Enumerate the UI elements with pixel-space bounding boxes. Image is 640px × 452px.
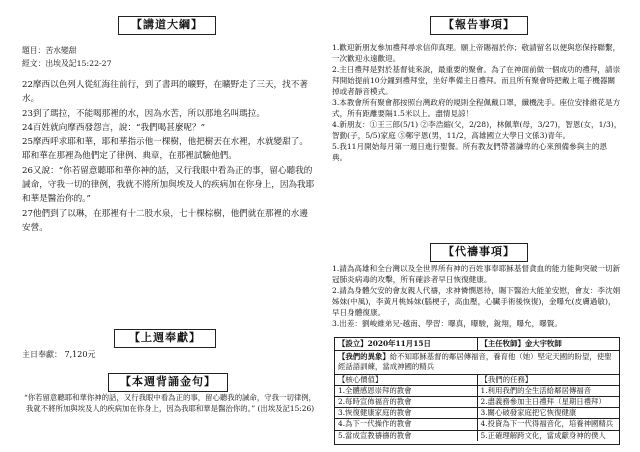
verse-26: 26又說：“你若留意聽耶和華你神的話，又行我眼中看為正的事，留心聽我的誡命，守我一切的律例，我就不將所加與埃及人的疾病加在你身上，因為我耶和華是醫治你的。” xyxy=(22,165,315,205)
verse-25: 25摩西呼求耶和華，耶和華指示他一棵樹，他把樹丟在水裡，水就變甜了。 耶和華在那裡為他們定了律例、典章，在那裡試驗他們。 xyxy=(22,137,308,162)
missions-label: 【我們的任務】 xyxy=(480,374,533,384)
core-values xyxy=(335,375,478,441)
prayer-list xyxy=(332,263,622,329)
notice-item: 3.本教會所有聚會都按照台灣政府的規則全程佩戴口罩，纖機洗手。座位安排維花是方式，所有距離要隔1.5米以上。盡情見諒！ xyxy=(332,98,621,118)
offering-heading: 【上週奉獻】 xyxy=(114,329,216,348)
sermon-topic: 題目：苦水變甜 xyxy=(22,46,77,55)
value-item: 3.恢復健康家庭的教會 xyxy=(335,407,477,418)
prayer-item: 3.出差：劉峻維弟兄-越南、學習：曝真，曝駿，銳翔，曝允，曝賢。 xyxy=(332,319,563,328)
mission-item: 1.利用我們的全生活給鄰居傳福音 xyxy=(478,385,620,396)
prayer-item: 2.請為身體欠安的會友親人代禱，求神憐憫恩待，賜下醫治大能並安慰，會友：李沈娟姊妹(中風)，李黃月桃姊妹(腦梗子，高血壓，心臟手術後恢復)，金曝允(皮膚過敏)，早日身體復康。 xyxy=(332,286,621,317)
verse-23: 23到了瑪拉，不能喝那裡的水，因為水苦，所以那地名叫瑪拉。 xyxy=(22,108,265,119)
verse-24: 24百姓就向摩西發怨言，說：“我們喝甚麼呢？” xyxy=(22,122,206,133)
mission-item: 2.盡義務參加主日禮拜（星期日禮拜） xyxy=(478,396,620,407)
scripture-verses xyxy=(22,78,316,235)
offering-line: 主日奉獻： 7,120元 xyxy=(22,350,96,359)
church-info-row xyxy=(335,338,619,351)
value-item: 4.為下一代操作的教會 xyxy=(335,418,477,429)
church-pastor: 【主任牧師】金大宇牧師 xyxy=(480,339,562,348)
verse-22: 22摩西以色列人從紅海往前行，到了書珥的曠野，在曠野走了三天，找不著水。 xyxy=(22,80,308,105)
core-values-label: 【核心價值】 xyxy=(338,374,383,384)
church-vision xyxy=(335,351,619,373)
verse-27: 27他們到了以琳，在那裡有十二股水泉，七十棵棕樹，他們就在那裡的水邊安營。 xyxy=(22,208,308,233)
mission-item: 4.投資為下一代得福音化，培養神國精兵 xyxy=(478,418,620,429)
church-vision-row xyxy=(335,351,619,374)
notices-list xyxy=(332,42,622,163)
notice-item: 5.我11月開始每月第一週日進行聖餐。所有教友們帶著謙卑的心來預備參與主的恩典。 xyxy=(332,142,608,162)
vision-text: 給不知耶穌基督的鄰居傳福音，養育他（她）堅定天國的盼望，使聖經話語訓練，當成神國的精兵 xyxy=(338,352,612,372)
value-item: 5.當成宣教禱禱的教會 xyxy=(335,430,477,441)
our-missions xyxy=(478,375,620,441)
sermon-heading: 【講道大綱】 xyxy=(118,16,216,35)
mission-item: 3.關心破發家庭把它恢復健康 xyxy=(478,407,620,418)
mission-item: 5.正確理解跨文化，當成獻身神的僕人 xyxy=(478,430,620,441)
church-founded: 【設立】2020年11月15日 xyxy=(335,338,478,350)
sermon-scripture: 經文：出埃及記15:22-27 xyxy=(22,59,112,68)
memory-verse-text: “你若留意聽耶和華你神的話，又行我眼中看為正的事，留心聽我的誡命，守我一切律例，我就不將所加與埃及人的疾病加在你身上，因為我耶和華是醫治你的。” (出埃及記15:26) xyxy=(23,393,317,413)
memory-verse-heading: 【本週背誦金句】 xyxy=(108,373,228,392)
notice-item: 4.新朋友：①王三郎(5/1) ②李浩縮(父，2/28)，林佩華(母，3/27)，智恩(女，1/3)，智勤(子，5/5)家庭 ⑤鄭宇恩(男，11/2，高雄國立大學日文係3)青年。 xyxy=(332,120,622,140)
value-item: 1.全體感恩崇拜的教會 xyxy=(335,385,477,396)
vision-label: 【我們的異象】 xyxy=(338,352,390,362)
sermon-meta xyxy=(22,44,318,70)
notice-item: 1.歡迎新朋友參加禮拜尋求信仰真理。願上帝賜福於你；敬請留名以便與您保持聯繫，一次歡迎永遠歡迎。 xyxy=(332,43,621,63)
value-item: 2.每時宣佈福音的教會 xyxy=(335,396,477,407)
notice-item: 2.主日禮拜是對於基督徒來說，最重要的聚會。為了在神面前做一個成功的禮拜，請崇拜開始提前10分鐘到禮拜堂，坐好準備主日禮拜。而且所有聚會時把戴上電子機器關掉或者靜音模式。 xyxy=(332,65,621,96)
church-info-table xyxy=(334,337,620,445)
values-missions xyxy=(335,375,619,441)
prayer-heading: 【代禱事項】 xyxy=(430,243,528,262)
prayer-item: 1.請為高雄和全台灣以及全世界所有神的百姓事奉耶穌基督貪血的能力能夠突破一切新冠肺炎病毒的攻擊，所有確診者早日恢復健康。 xyxy=(332,264,621,284)
notices-heading: 【報告事項】 xyxy=(430,16,528,35)
